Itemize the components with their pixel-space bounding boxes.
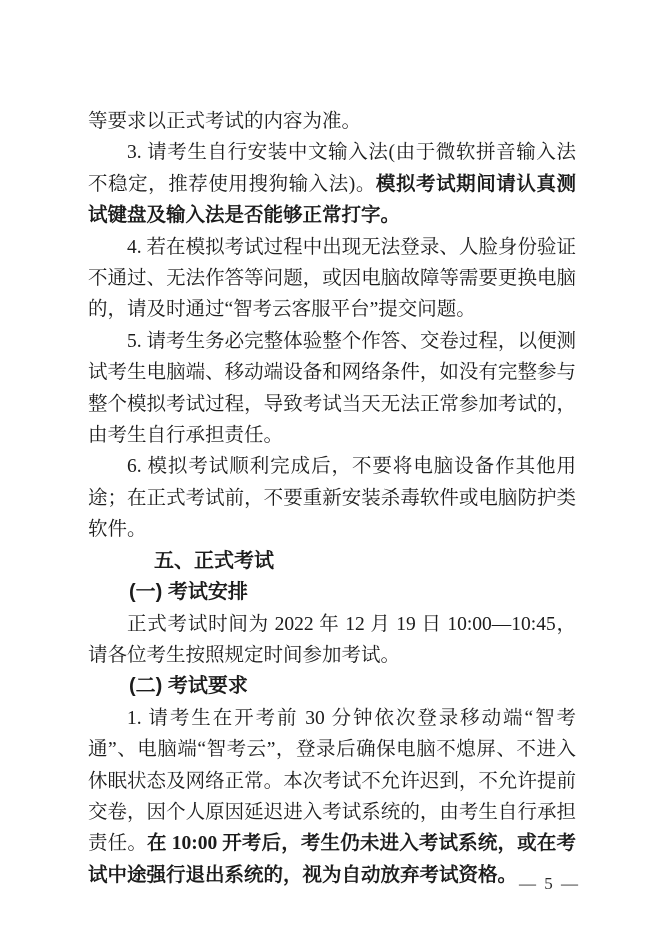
paragraph xyxy=(88,137,576,231)
bold-text-run: (一) 考试安排 xyxy=(129,581,248,604)
paragraph xyxy=(88,106,576,137)
bold-text-run: 在 10:00 开考后，考生仍未进入考试系统，或在考试中途强行退出系统的，视为自动放弃考试资格。 xyxy=(88,833,576,886)
paragraph xyxy=(88,609,576,672)
text-run: 4. 若在模拟考试过程中出现无法登录、人脸身份验证不通过、无法作答等问题，或因电脑故障等需要更换电脑的，请及时通过“智考云客服平台”提交问题。 xyxy=(88,236,576,321)
bold-text-run: 五、正式考试 xyxy=(154,549,274,572)
bold-text-run: (二) 考试要求 xyxy=(129,675,248,698)
text-run: 1. 请考生在开考前 30 分钟依次登录移动端“智考通”、电脑端“智考云”，登录后确保电脑不熄屏、不进入休眠状态及网络正常。本次考试不允许迟到，不允许提前交卷，因个人原因延迟进入考试系统的，由考生自行承担责任。 xyxy=(88,707,576,855)
subsection-heading xyxy=(88,671,576,702)
paragraph xyxy=(88,451,576,545)
bold-text-run: 模拟考试期间请认真测试键盘及输入法是否能够正常打字。 xyxy=(88,173,576,227)
paragraph xyxy=(88,232,576,326)
paragraph xyxy=(88,703,576,891)
text-run: 5. 请考生务必完整体验整个作答、交卷过程，以便测试考生电脑端、移动端设备和网络条件，如没有完整参与整个模拟考试过程，导致考试当天无法正常参加考试的，由考生自行承担责任。 xyxy=(88,330,576,447)
paragraph xyxy=(88,326,576,452)
text-run: 6. 模拟考试顺利完成后，不要将电脑设备作其他用途；在正式考试前，不要重新安装杀毒软件或电脑防护类软件。 xyxy=(88,456,576,541)
document-content xyxy=(88,106,576,891)
subsection-heading xyxy=(88,577,576,608)
text-run: 正式考试时间为 2022 年 12 月 19 日 10:00—10:45，请各位考生按照规定时间参加考试。 xyxy=(88,613,576,666)
section-heading xyxy=(88,546,576,577)
page-number: — 5 — xyxy=(519,874,580,893)
text-run: 3. 请考生自行安装中文输入法(由于微软拼音输入法不稳定，推荐使用搜狗输入法)。 xyxy=(88,142,576,195)
text-run: 等要求以正式考试的内容为准。 xyxy=(88,111,362,132)
